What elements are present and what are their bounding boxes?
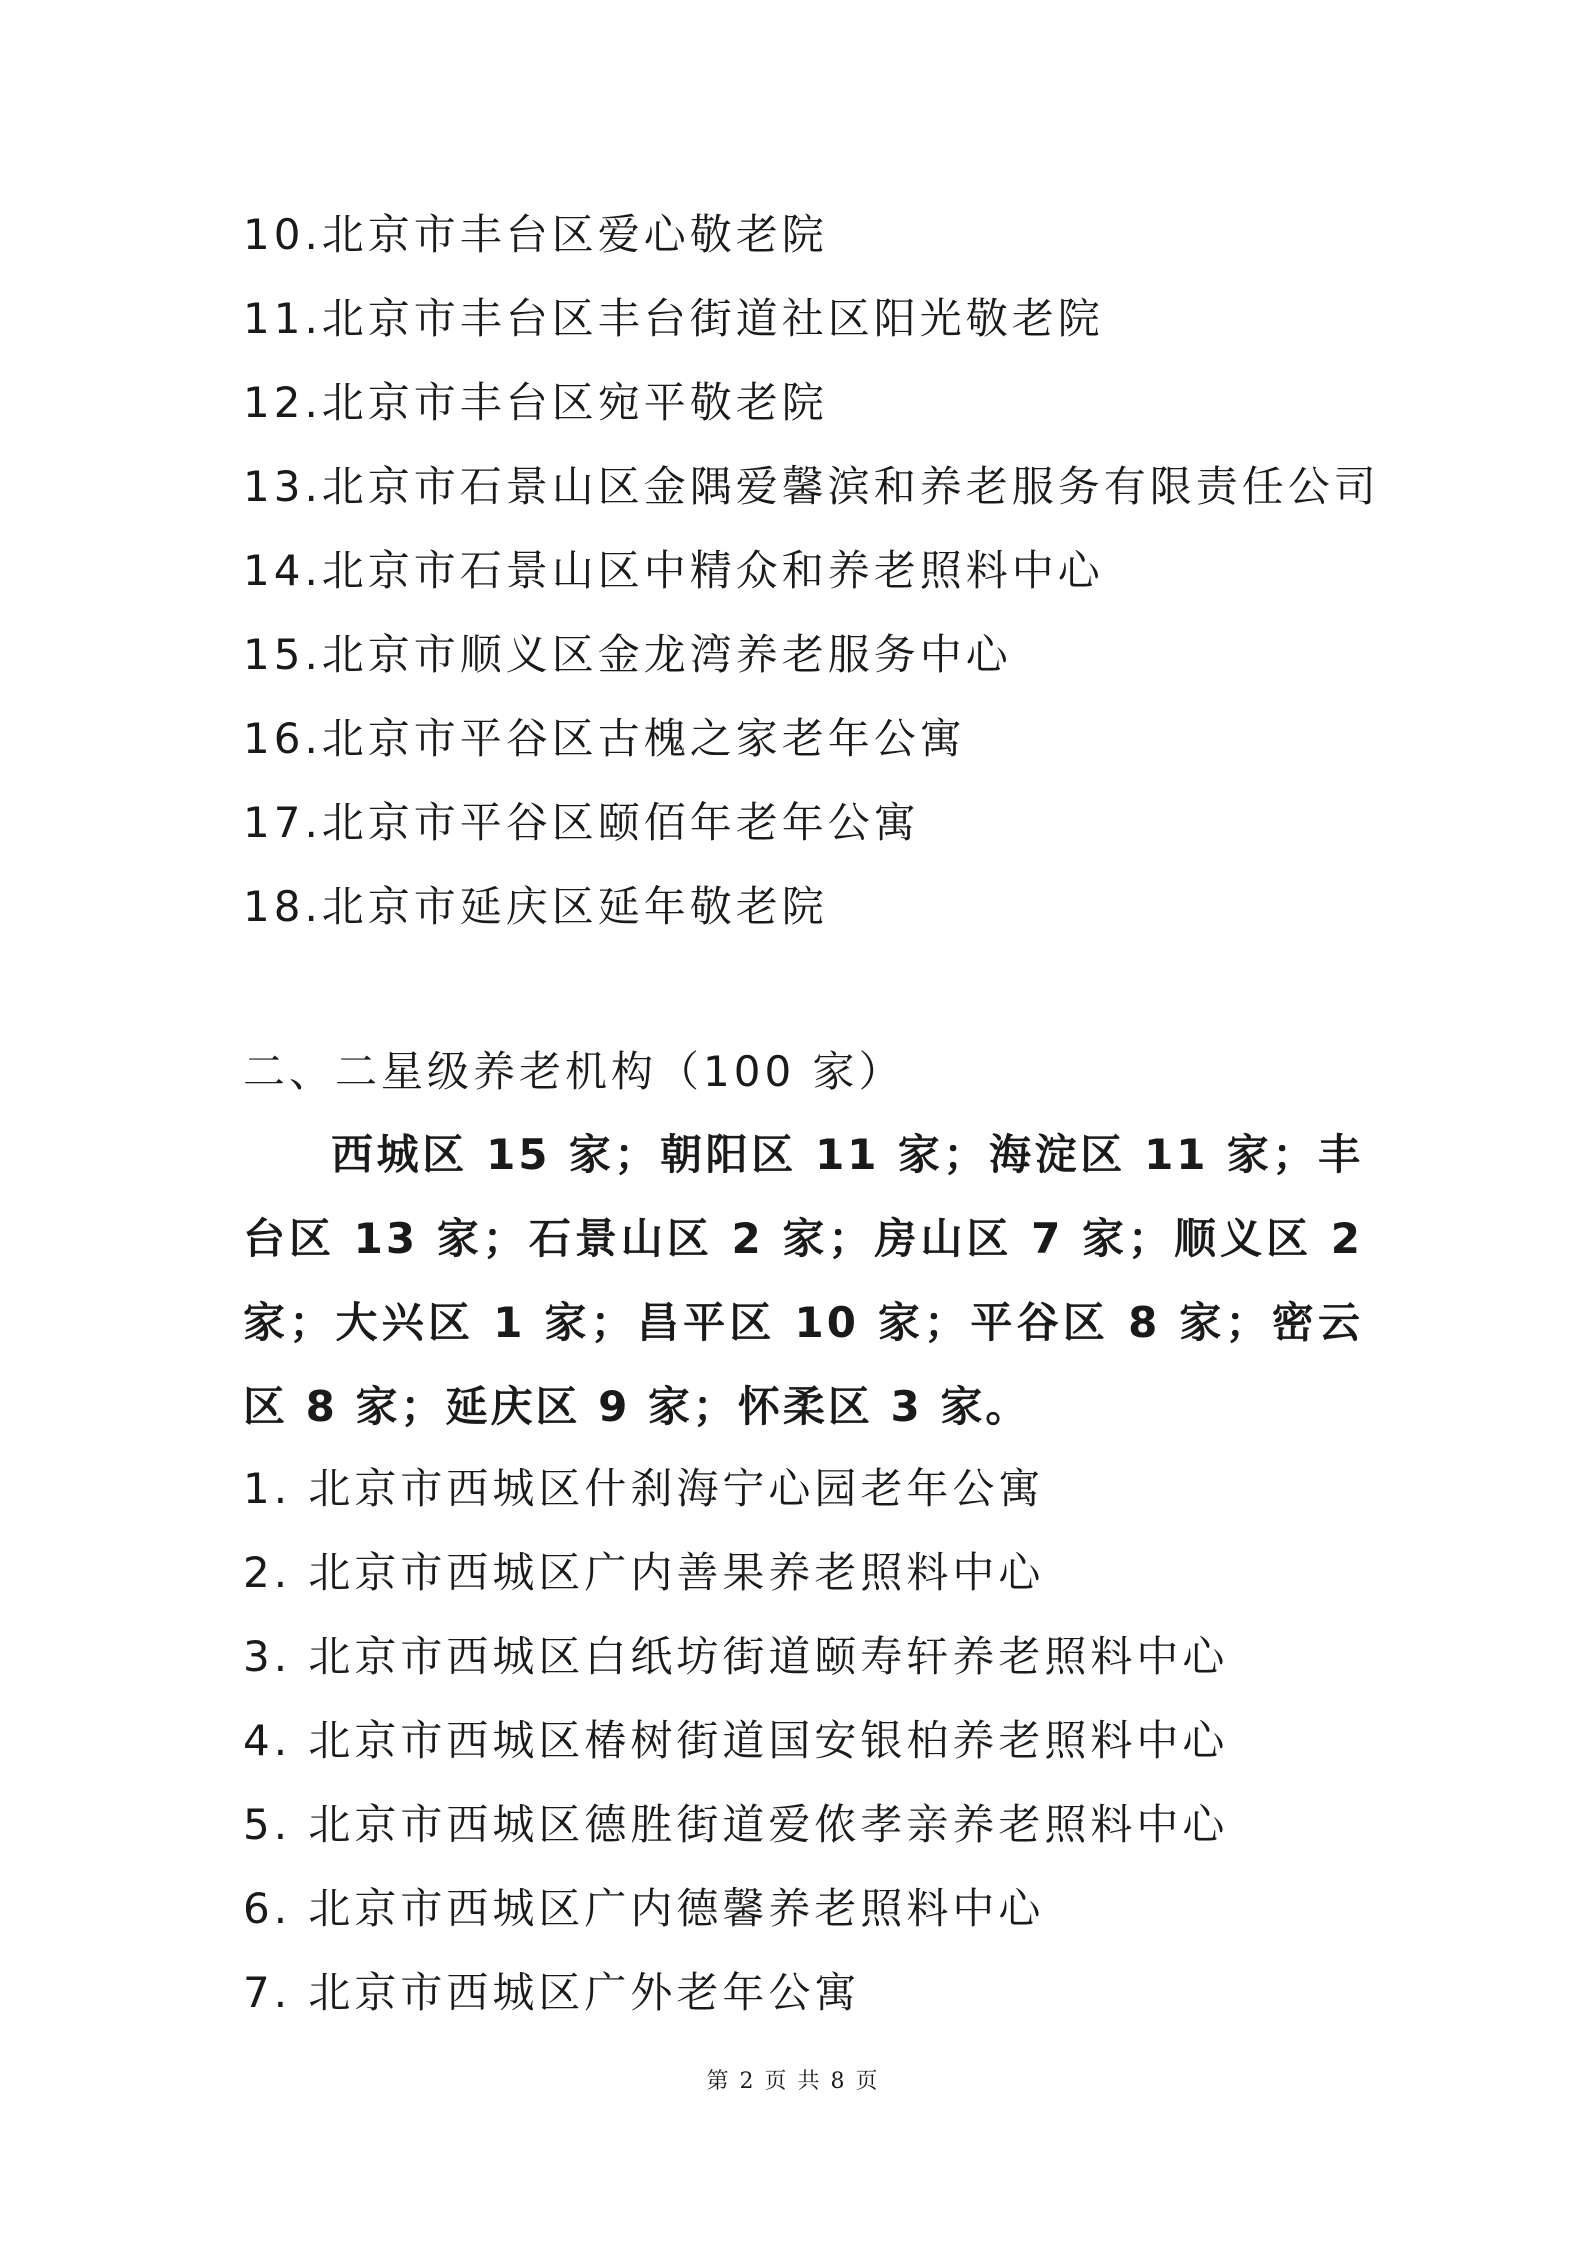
list-item: 1. 北京市西城区什刹海宁心园老年公寓 <box>243 1464 1045 1513</box>
list-item: 18.北京市延庆区延年敬老院 <box>243 882 828 931</box>
list-item: 7. 北京市西城区广外老年公寓 <box>243 1968 861 2017</box>
list-item: 11.北京市丰台区丰台街道社区阳光敬老院 <box>243 294 1104 343</box>
page-number-footer: 第 2 页 共 8 页 <box>706 2069 880 2094</box>
summary-paragraph: 西城区 15 家；朝阳区 11 家；海淀区 11 家；丰台区 13 家；石景山区 2 家；房山区 7 家；顺义区 2 家；大兴区 1 家；昌平区 10 家；平谷区 8 家；密云区 8 家；延庆区 9 家；怀柔区 3 家。 <box>243 1130 1363 1431</box>
list-item: 2. 北京市西城区广内善果养老照料中心 <box>243 1548 1045 1597</box>
list-item: 10.北京市丰台区爱心敬老院 <box>243 210 828 259</box>
list-item: 5. 北京市西城区德胜街道爱侬孝亲养老照料中心 <box>243 1800 1229 1849</box>
list-item: 12.北京市丰台区宛平敬老院 <box>243 378 828 427</box>
section-heading: 二、二星级养老机构（100 家） <box>243 1047 905 1096</box>
list-item: 17.北京市平谷区颐佰年老年公寓 <box>243 798 920 847</box>
list-item: 6. 北京市西城区广内德馨养老照料中心 <box>243 1884 1045 1933</box>
list-item: 15.北京市顺义区金龙湾养老服务中心 <box>243 630 1012 679</box>
list-item: 4. 北京市西城区椿树街道国安银柏养老照料中心 <box>243 1716 1229 1765</box>
list-item: 3. 北京市西城区白纸坊街道颐寿轩养老照料中心 <box>243 1632 1229 1681</box>
list-item: 13.北京市石景山区金隅爱馨滨和养老服务有限责任公司 <box>243 462 1380 511</box>
list-item: 14.北京市石景山区中精众和养老照料中心 <box>243 546 1104 595</box>
list-item: 16.北京市平谷区古槐之家老年公寓 <box>243 714 966 763</box>
